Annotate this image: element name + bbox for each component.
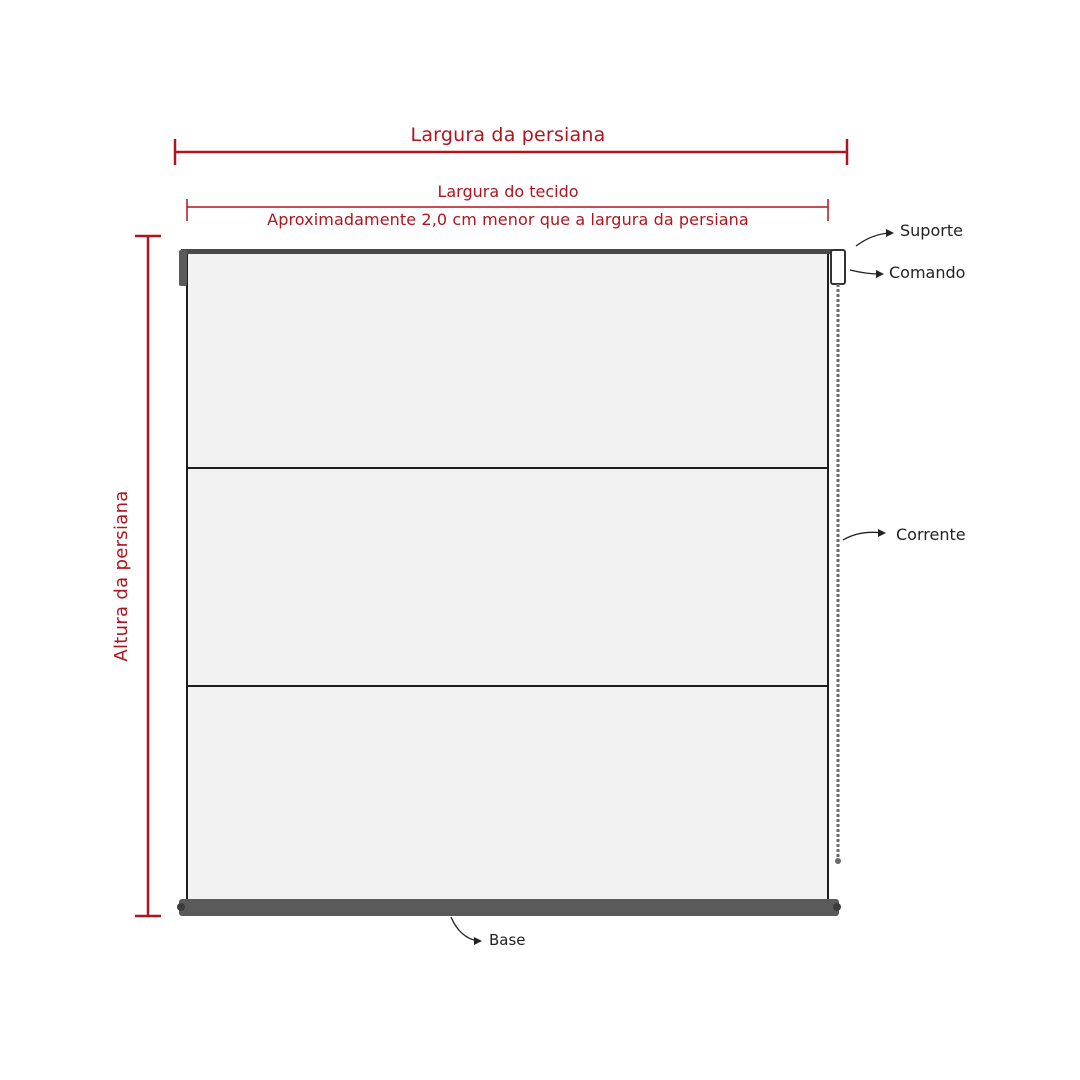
chain-label: Corrente (896, 525, 966, 544)
fabric-width-note: Aproximadamente 2,0 cm menor que a largura da persiana (267, 210, 749, 229)
roller-tube (181, 249, 833, 254)
base-arrow (451, 917, 482, 945)
suporte-arrow (856, 229, 894, 246)
base-label: Base (489, 931, 526, 949)
fabric-width-label: Largura do tecido (437, 182, 579, 201)
left-bracket (179, 250, 187, 286)
blind-fabric (187, 252, 828, 900)
comando-arrow (850, 270, 884, 278)
control-label: Comando (889, 263, 966, 282)
blind-height-dimension (135, 236, 161, 916)
blind-width-label: Largura da persiana (410, 124, 606, 146)
base-bar (177, 899, 841, 916)
blind-height-label: Altura da persiana (111, 490, 132, 662)
bead-chain (835, 284, 841, 864)
support-label: Suporte (900, 221, 963, 240)
corrente-arrow (843, 529, 886, 540)
control-housing (831, 250, 845, 284)
